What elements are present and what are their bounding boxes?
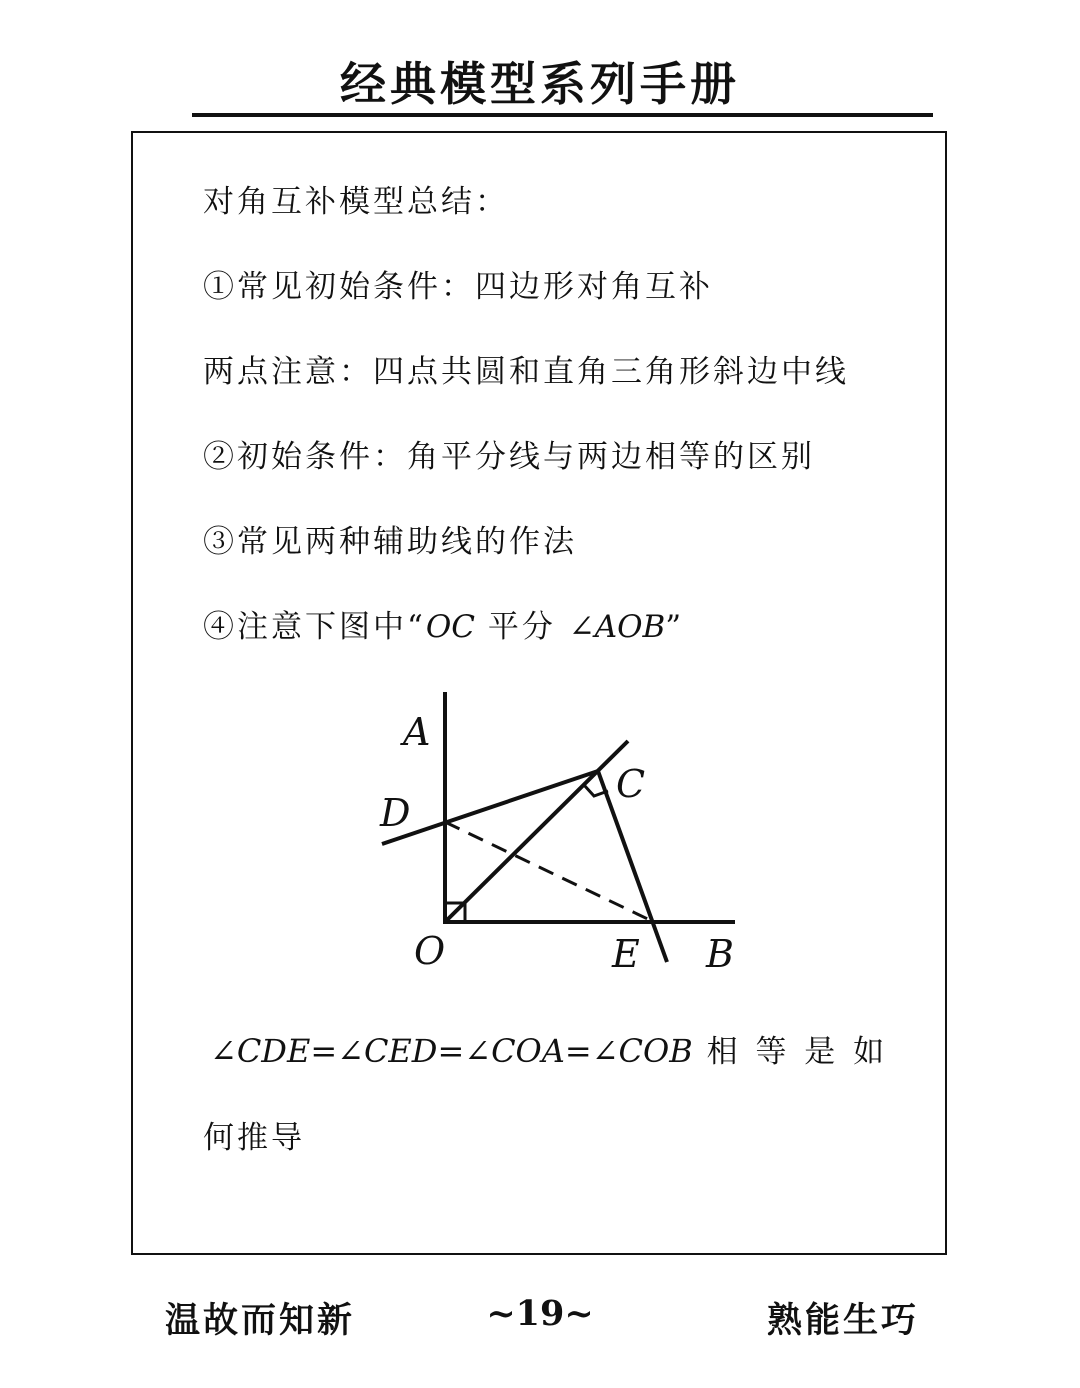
- equation-line: [210, 1026, 888, 1071]
- point-2: ②初始条件：角平分线与两边相等的区别: [203, 439, 815, 475]
- point-3: ③常见两种辅助线的作法: [203, 524, 577, 560]
- point-1: ①常见初始条件：四边形对角互补: [203, 269, 713, 305]
- label-d: D: [380, 791, 411, 835]
- equation-tail: 相 等 是 如: [692, 1034, 889, 1070]
- label-b: B: [706, 932, 734, 976]
- question-continuation: 何推导: [203, 1120, 305, 1156]
- point-4-math-oc: OC: [425, 609, 475, 645]
- title-rule: [192, 113, 933, 117]
- geometry-diagram: [360, 680, 760, 980]
- angle-equation: ∠CDE=∠CED=∠COA=∠COB: [210, 1032, 693, 1070]
- point-4-prefix: ④注意下图中“: [203, 609, 426, 645]
- line-dc: [382, 771, 598, 844]
- label-c: C: [616, 762, 646, 806]
- point-4-suffix: ”: [665, 609, 685, 645]
- note-line: 两点注意：四点共圆和直角三角形斜边中线: [203, 354, 849, 390]
- page-number: ~19~: [486, 1293, 594, 1334]
- label-a: A: [403, 710, 431, 754]
- label-e: E: [612, 932, 640, 976]
- point-4-mid: 平分: [475, 609, 569, 645]
- point-4-math-angle: ∠AOB: [568, 609, 666, 645]
- point-4: [203, 601, 684, 646]
- summary-heading: 对角互补模型总结：: [203, 184, 509, 220]
- footer-right-text: 熟能生巧: [767, 1300, 920, 1341]
- label-o: O: [414, 929, 446, 973]
- footer-left-text: 温故而知新: [165, 1300, 356, 1341]
- page-title: 经典模型系列手册: [340, 57, 740, 111]
